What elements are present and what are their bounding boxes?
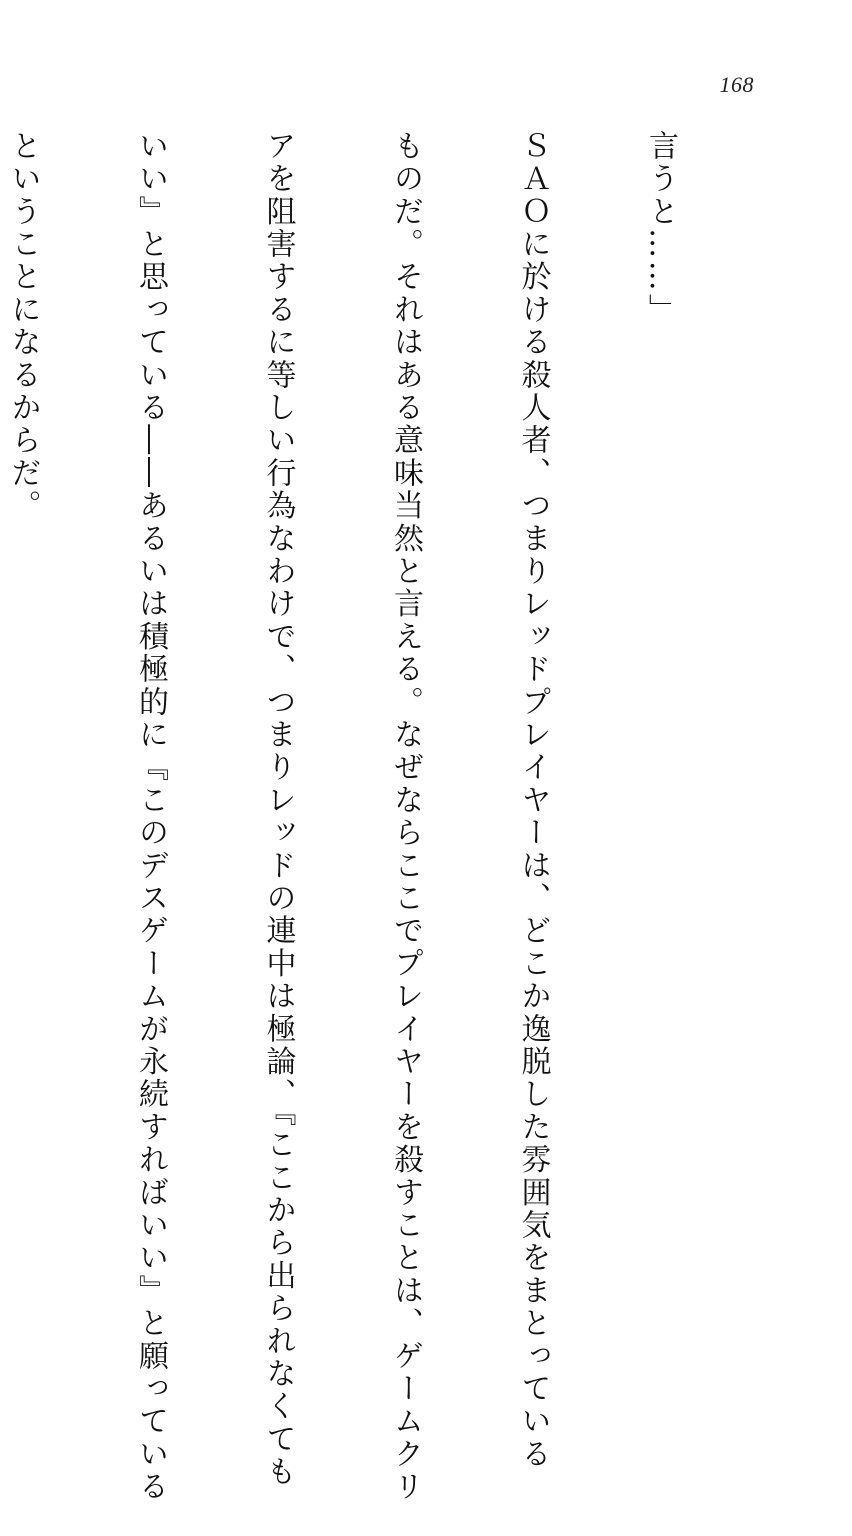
page-number: 168 [719,72,754,97]
text-line: ということになるからだ。 [5,130,41,523]
text-line: いい』と思っている――あるいは積極的に『このデスゲームが永続すればいい』と願っている [133,130,168,1504]
text-line: ＳＡＯに於ける殺人者、つまりレッドプレイヤーは、どこか逸脱した雰囲気をまとっている [515,130,551,1471]
text-line: 言うと……」 [643,130,678,327]
text-line: ものだ。それはある意味当然と言える。なぜならここでプレイヤーを殺すことは、ゲームクリ [388,130,423,1504]
novel-text-block [0,130,766,1504]
text-line: アを阻害するに等しい行為なわけで、つまりレッドの連中は極論、『ここから出られなくても [260,130,296,1489]
